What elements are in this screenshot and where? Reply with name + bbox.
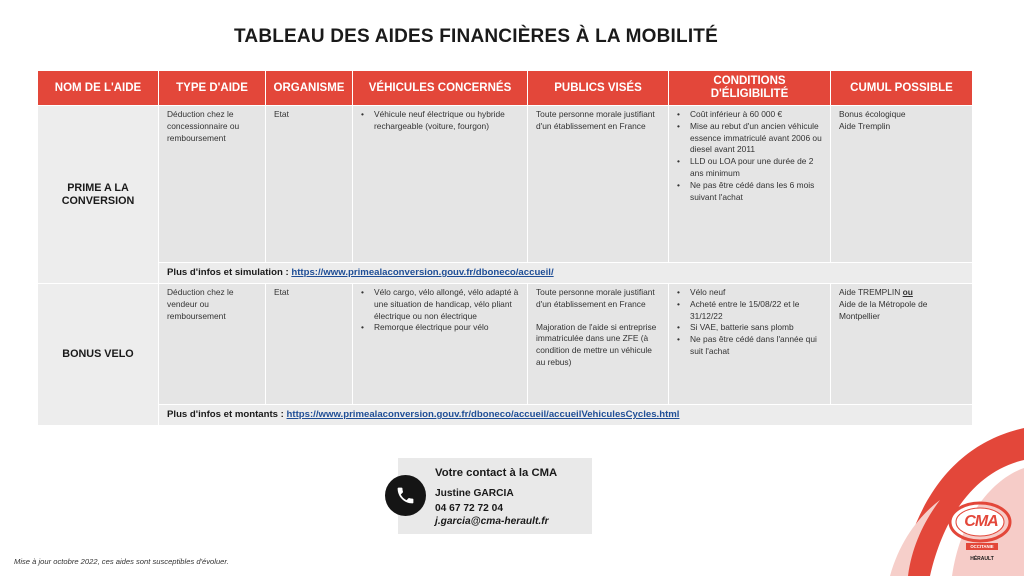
link-cell (159, 263, 973, 284)
page-title: TABLEAU DES AIDES FINANCIÈRES À LA MOBILITÉ (234, 26, 718, 47)
header-nom: NOM DE L'AIDE (38, 71, 159, 106)
header-organisme: ORGANISME (266, 71, 353, 106)
logo-region: OCCITANIE (966, 543, 998, 550)
aide-name: PRIME A LA CONVERSION (38, 106, 159, 284)
aide-vehicules (353, 284, 528, 405)
contact-email[interactable]: j.garcia@cma-herault.fr (435, 516, 549, 527)
table-row (38, 284, 973, 405)
link-row (38, 263, 973, 284)
cumul-text: Aide TREMPLIN (839, 287, 903, 297)
contact-title: Votre contact à la CMA (435, 467, 558, 479)
header-type: TYPE D'AIDE (159, 71, 266, 106)
aide-publics (528, 106, 669, 263)
list-item: • Si VAE, batterie sans plomb (677, 322, 822, 334)
header-conditions: CONDITIONS D'ÉLIGIBILITÉ (669, 71, 831, 106)
list-item: • Vélo neuf (677, 287, 822, 299)
list-item: • Mise au rebut d'un ancien véhicule essence immatriculé avant 2006 ou diesel avant 2011 (677, 121, 822, 156)
aide-organisme: Etat (266, 284, 353, 405)
list-item: • Ne pas être cédé dans les 6 mois suivant l'achat (677, 180, 822, 204)
list-item: • LLD ou LOA pour une durée de 2 ans minimum (677, 156, 822, 180)
table-header-row (38, 71, 973, 106)
montants-link[interactable]: https://www.primealaconversion.gouv.fr/dboneco/accueil/accueilVehiculesCycles.html (286, 409, 680, 421)
aide-conditions (669, 284, 831, 405)
table-row (38, 106, 973, 263)
aide-type: Déduction chez le vendeur ou remboursement (159, 284, 266, 405)
aide-conditions (669, 106, 831, 263)
cumul-line: Bonus écologique (839, 109, 906, 119)
simulation-link[interactable]: https://www.primealaconversion.gouv.fr/dboneco/accueil/ (291, 267, 554, 279)
list-item: • Coût inférieur à 60 000 € (677, 109, 822, 121)
aide-organisme: Etat (266, 106, 353, 263)
list-item: • Véhicule neuf électrique ou hybride rechargeable (voiture, fourgon) (361, 109, 519, 133)
aide-cumul (831, 106, 973, 263)
list-item: • Vélo cargo, vélo allongé, vélo adapté à une situation de handicap, vélo pliant électrique ou non électrique (361, 287, 519, 322)
contact-name: Justine GARCIA (435, 488, 514, 499)
list-item: • Ne pas être cédé dans l'année qui suit l'achat (677, 334, 822, 358)
aide-publics (528, 284, 669, 405)
aide-vehicules (353, 106, 528, 263)
header-vehicules: VÉHICULES CONCERNÉS (353, 71, 528, 106)
cumul-text: Aide de la Métropole de Montpellier (839, 298, 928, 321)
list-item: • Acheté entre le 15/08/22 et le 31/12/22 (677, 299, 822, 323)
logo-dept: HÉRAULT (970, 556, 994, 562)
publics-text: Majoration de l'aide si entreprise immatriculée dans une ZFE (à condition de mettre un véhicule au rebus) (536, 321, 657, 367)
aide-type: Déduction chez le concessionnaire ou remboursement (159, 106, 266, 263)
publics-text: Toute personne morale justifiant d'un établissement en France (536, 109, 655, 131)
publics-text: Toute personne morale justifiant d'un établissement en France (536, 287, 655, 309)
cumul-ou: ou (902, 287, 913, 297)
link-label: Plus d'infos et montants : (167, 409, 287, 421)
aides-table (37, 70, 973, 426)
cumul-line: Aide Tremplin (839, 120, 891, 131)
header-cumul: CUMUL POSSIBLE (831, 71, 973, 106)
aide-name: BONUS VELO (38, 284, 159, 426)
contact-phone: 04 67 72 72 04 (435, 503, 503, 514)
header-publics: PUBLICS VISÉS (528, 71, 669, 106)
logo-word: CMA (964, 513, 998, 530)
footnote: Mise à jour octobre 2022, ces aides sont susceptibles d'évoluer. (14, 557, 229, 566)
aide-cumul (831, 284, 973, 405)
link-label: Plus d'infos et simulation : (167, 267, 292, 279)
phone-icon (385, 475, 426, 516)
list-item: • Remorque électrique pour vélo (361, 322, 519, 334)
